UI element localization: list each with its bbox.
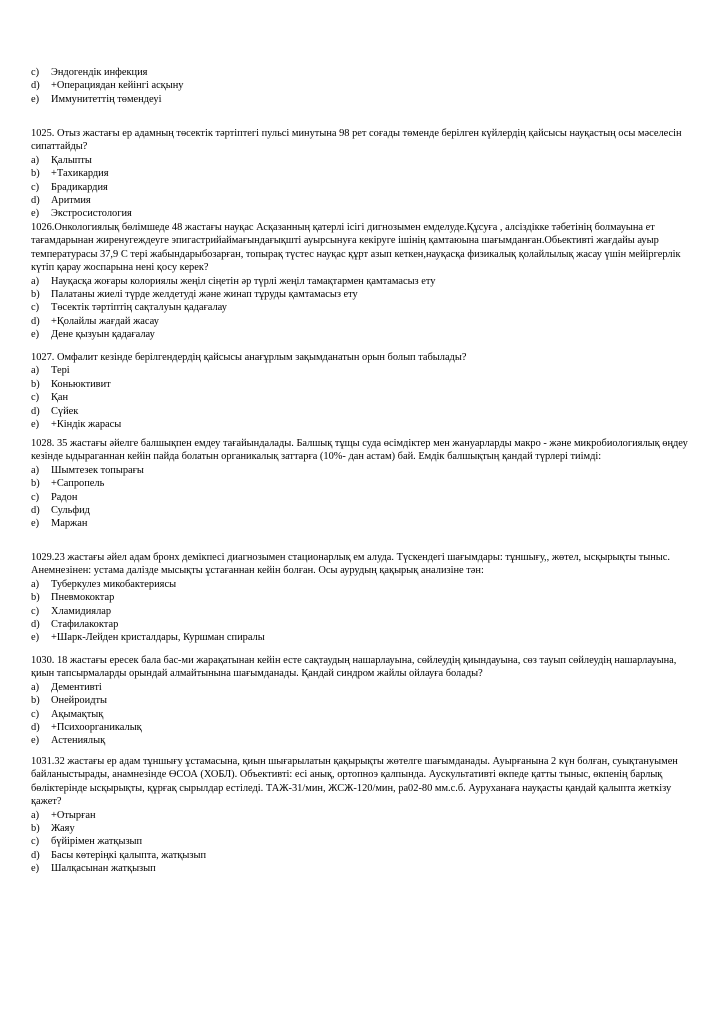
- option-text: Маржан: [51, 518, 88, 530]
- answer-option: [31, 167, 693, 180]
- option-letter: d): [31, 80, 40, 92]
- answer-option: [31, 591, 693, 604]
- question-text: 1027. Омфалит кезінде берілгендердің қайсысы анағұрлым зақымданатын орын болып табылады?: [31, 352, 467, 363]
- answer-option: [31, 79, 693, 92]
- option-text: +Қолайлы жағдай жасау: [51, 315, 159, 327]
- option-text: Иммунитеттің төмендеуі: [51, 93, 162, 105]
- option-text: Басы көтеріңкі қалыпта, жатқызып: [51, 849, 207, 861]
- answer-option: [31, 391, 693, 404]
- question-text: 1025. Отыз жастағы ер адамның төсектік тәртіптегі пульсі минутына 98 рет соғады төменде берілген күйлердің қайсысы науқастың осы мәселесін сипаттайды?: [31, 128, 682, 153]
- answer-option: [31, 862, 693, 875]
- option-text: Сульфид: [51, 505, 90, 517]
- option-letter: e): [31, 735, 40, 747]
- option-text: +Отырған: [51, 809, 96, 821]
- option-letter: a): [31, 154, 40, 166]
- option-letter: e): [31, 419, 40, 431]
- option-text: Тері: [51, 365, 70, 377]
- answer-option: [31, 66, 693, 79]
- option-text: +Операциядан кейінгі асқыну: [51, 80, 184, 92]
- option-text: Астениялық: [51, 735, 106, 747]
- answer-option: [31, 504, 693, 517]
- option-text: Эндогендік инфекция: [51, 67, 148, 78]
- option-text: Дене қызуын қадағалау: [51, 329, 155, 341]
- option-letter: d): [31, 849, 40, 861]
- option-letter: e): [31, 632, 40, 644]
- option-letter: b): [31, 289, 40, 301]
- option-letter: b): [31, 478, 40, 490]
- option-letter: b): [31, 378, 40, 390]
- answer-option: [31, 93, 693, 106]
- answer-option: [31, 809, 693, 822]
- option-letter: b): [31, 823, 40, 835]
- option-letter: d): [31, 722, 40, 734]
- answer-option: [31, 181, 693, 194]
- answer-option: [31, 364, 693, 377]
- option-letter: c): [31, 67, 40, 78]
- option-letter: a): [31, 365, 40, 377]
- option-text: +Психоорганикалық: [51, 722, 142, 734]
- option-text: Палатаны жиелі түрде желдетуді және жинап тұруды қамтамасыз ету: [51, 289, 358, 301]
- option-letter: b): [31, 168, 40, 180]
- option-letter: d): [31, 619, 40, 631]
- answer-option: [31, 301, 693, 314]
- option-letter: b): [31, 695, 40, 707]
- answer-option: [31, 849, 693, 862]
- answer-option: [31, 605, 693, 618]
- answer-option: [31, 315, 693, 328]
- question-block-1027: [31, 351, 693, 431]
- option-letter: c): [31, 836, 40, 848]
- option-letter: e): [31, 518, 40, 530]
- option-letter: e): [31, 208, 40, 220]
- option-text: Сүйек: [51, 405, 79, 417]
- option-letter: e): [31, 863, 40, 875]
- question-text: 1031.32 жастағы ер адам тұншығу ұстамасына, қиын шығарылатын қақырықты жөтелге шағымданады. Ауырғанына 2 күн болған, суықтануымен байланыстырады, анамнезінде ӨСОА (ХОБЛ). Объективті: есі анық, ортопноэ қалпында. Аускультативті өкпеде қатты тыныс, өкпенің барлық бөліктерінде ысқырықты, құрғақ сырылдар естіледі. ТАЖ-31/мин, ЖСЖ-120/мин, ра02-80 мм.с.б. Ауруханаға науқасты қандай қалыпта жеткізу қажет?: [31, 756, 678, 808]
- question-text: 1028. 35 жастағы әйелге балшықпен емдеу тағайындалады. Балшық тұщы суда өсімдіктер мен жануарларды макро - және микробиологиялық өңдеу кезінде ыдыраганнан кейін пайда болатын органикалық заттарға (10%- дан астам) бай. Емдік балшықтың қандай түрлері тиімді:: [31, 438, 688, 463]
- answer-option: [31, 328, 693, 341]
- answer-option: [31, 207, 693, 220]
- answer-option: [31, 491, 693, 504]
- answer-option: [31, 288, 693, 301]
- option-text: Ақымақтық: [51, 708, 104, 720]
- question-block-1031: [31, 755, 693, 876]
- answer-option: [31, 418, 693, 431]
- option-text: Аритмия: [51, 195, 91, 207]
- option-letter: d): [31, 405, 40, 417]
- answer-option: [31, 721, 693, 734]
- option-text: Брадикардия: [51, 181, 108, 193]
- answer-option: [31, 275, 693, 288]
- option-letter: c): [31, 605, 40, 617]
- question-block-1025: [31, 127, 693, 221]
- option-letter: d): [31, 195, 40, 207]
- answer-option: [31, 631, 693, 644]
- option-letter: c): [31, 491, 40, 503]
- answer-option: [31, 578, 693, 591]
- answer-option: [31, 194, 693, 207]
- option-letter: c): [31, 181, 40, 193]
- option-letter: c): [31, 392, 40, 404]
- option-text: Дементивті: [51, 681, 102, 693]
- answer-option: [31, 681, 693, 694]
- question-text: 1029.23 жастағы әйел адам бронх демікпесі диагнозымен стационарлық ем алуда. Түскендегі шағымдары: тұншығу,, жөтел, ысқырықты тыныс. Анемнезінен: устама далізде мысықты ұстағаннан кейін болған. Осы аурудың қақырық анализіне тән:: [31, 552, 670, 577]
- question-text: 1030. 18 жастағы ересек бала бас-ми жарақатынан кейін есте сақтаудың нашарлауына, сөйлеудің қиындауына, сөз тауып сөйлеудің нашарлауына, қиын тапсырмаларды орындай алмайтынына шағымданады. Қандай синдром жайлы ойлауға болады?: [31, 655, 677, 680]
- option-letter: d): [31, 505, 40, 517]
- option-text: Науқасқа жоғары колориялы жеңіл сіңетін әр түрлі жеңіл тамақтармен қамтамасыз ету: [51, 275, 436, 287]
- option-text: Төсектік тәртіптің сақталуын қадағалау: [51, 302, 227, 314]
- question-text: 1026.Онкологиялық бөлімшеде 48 жастағы науқас Асқазанның қатерлі ісігі дигнозымен емделуде.Құсуға , алсіздікке тәбетінің болмауына ет тағамдарынан жиренугеждеуге эпигастрийаймағындағықшті ауырсынуға кекіруге ішінің қамтаюына шағымданған.Обьективті жағдайы ауыр температурасы 37,9 С тері жабындарыбозарған, топырақ түстес науқас құрт азып кеткен,науқасқа физикалық қолайлылық жасау үшін мейіргерлік күтіп қарау жоспарына нені қосу керек?: [31, 222, 681, 274]
- answer-option: [31, 405, 693, 418]
- option-letter: e): [31, 329, 40, 341]
- option-text: Экстросистология: [51, 208, 132, 220]
- option-letter: a): [31, 275, 40, 287]
- option-text: +Шарк-Лейден кристалдары, Куршман спиралы: [51, 632, 265, 644]
- option-text: Туберкулез микобактериясы: [51, 578, 177, 590]
- question-block-1023-tail: [31, 66, 693, 106]
- option-text: Хламидиялар: [51, 605, 112, 617]
- answer-option: [31, 835, 693, 848]
- option-letter: e): [31, 93, 40, 105]
- option-text: Шымтезек топырағы: [51, 464, 144, 476]
- option-letter: a): [31, 464, 40, 476]
- option-text: +Сапропель: [51, 478, 105, 490]
- option-text: Онейроидты: [51, 695, 107, 707]
- answer-option: [31, 378, 693, 391]
- answer-option: [31, 464, 693, 477]
- answer-option: [31, 734, 693, 747]
- answer-option: [31, 517, 693, 530]
- option-text: Пневмококтар: [51, 592, 115, 604]
- option-text: Жаяу: [51, 823, 75, 835]
- option-text: бүйірімен жатқызып: [51, 836, 143, 848]
- option-letter: a): [31, 681, 40, 693]
- option-letter: c): [31, 302, 40, 314]
- option-letter: b): [31, 592, 40, 604]
- option-text: +Тахикардия: [51, 168, 109, 180]
- option-text: Қан: [51, 392, 69, 404]
- option-text: +Кіндік жарасы: [51, 419, 122, 431]
- option-letter: d): [31, 315, 40, 327]
- option-text: Коньюктивит: [51, 378, 111, 390]
- question-block-1030: [31, 654, 693, 748]
- question-block-1026: [31, 221, 693, 342]
- option-letter: a): [31, 809, 40, 821]
- option-text: Қалыпты: [51, 154, 92, 166]
- option-text: Стафилакоктар: [51, 619, 119, 631]
- answer-option: [31, 477, 693, 490]
- answer-option: [31, 822, 693, 835]
- answer-option: [31, 694, 693, 707]
- option-text: Радон: [51, 491, 78, 503]
- option-text: Шалқасынан жатқызып: [51, 863, 156, 875]
- question-block-1028: [31, 437, 693, 531]
- answer-option: [31, 154, 693, 167]
- answer-option: [31, 618, 693, 631]
- option-letter: c): [31, 708, 40, 720]
- option-letter: a): [31, 578, 40, 590]
- answer-option: [31, 708, 693, 721]
- question-block-1029: [31, 551, 693, 645]
